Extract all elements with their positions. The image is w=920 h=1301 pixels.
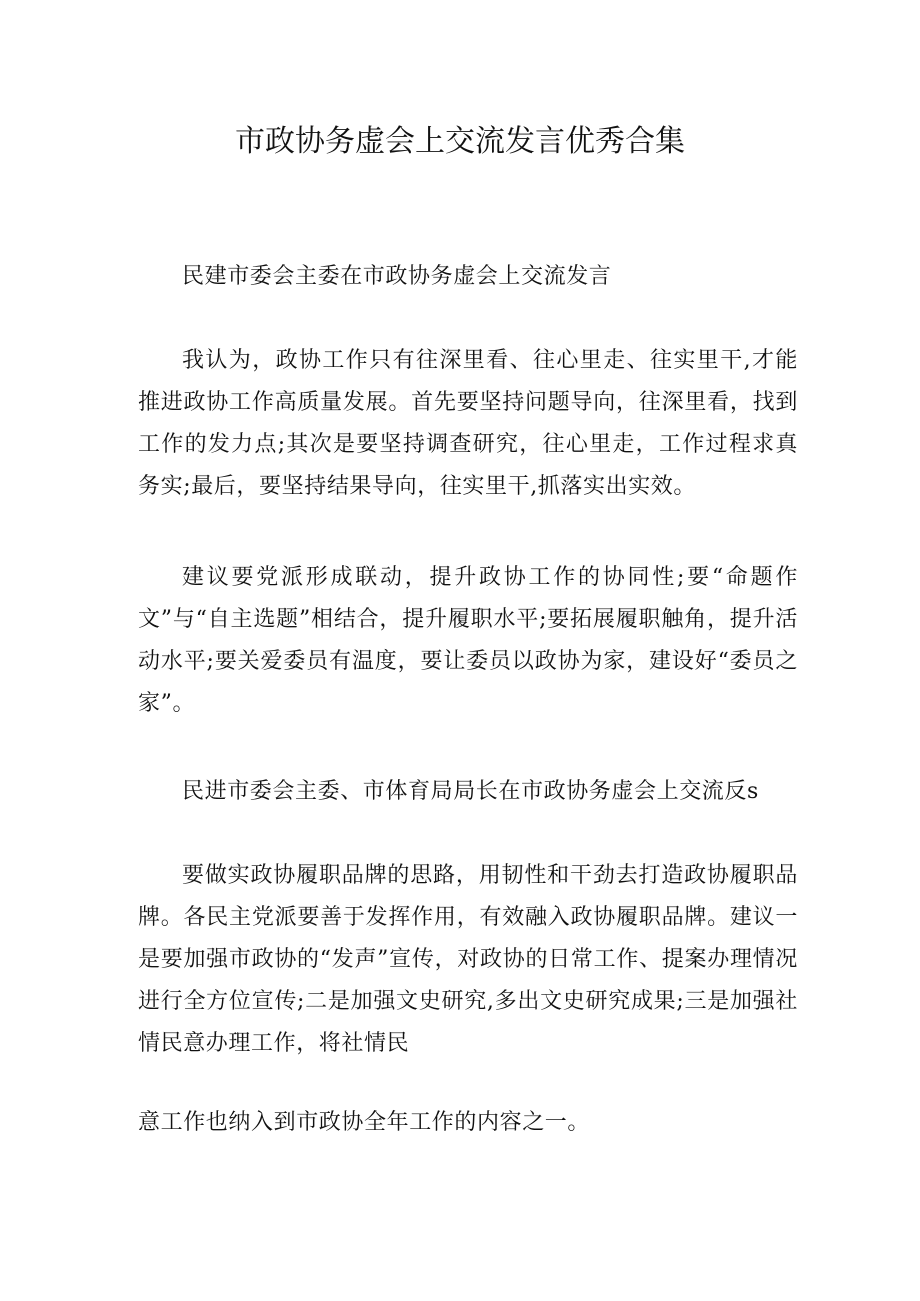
body-paragraph: 我认为，政协工作只有往深里看、往心里走、往实里干,才能推进政协工作高质量发展。首先要坚持问题导向，往深里看，找到工作的发力点;其次是要坚持调查研究，往心里走，工作过程求真务实;最后，要坚持结果导向，往实里干,抓落实出实效。 [138, 348, 798, 499]
section-heading-minjin: 民进市委会主委、市体育局局长在市政协务虚会上交流反s [182, 779, 759, 804]
body-paragraph-continuation: 意工作也纳入到市政协全年工作的内容之一。 [138, 1110, 591, 1135]
body-paragraph: 要做实政协履职品牌的思路，用韧性和干劲去打造政协履职品牌。各民主党派要善于发挥作用，有效融入政协履职品牌。建议一是要加强市政协的“发声”宣传，对政协的日常工作、提案办理情况进行全方位宣传;二是加强文史研究,多出文史研究成果;三是加强社情民意办理工作，将社情民 [138, 863, 798, 1056]
body-paragraph: 建议要党派形成联动，提升政协工作的协同性;要“命题作文”与“自主选题”相结合，提升履职水平;要拓展履职触角，提升活动水平;要关爱委员有温度，要让委员以政协为家，建设好“委员之家”。 [138, 565, 798, 716]
section-heading-minjian: 民建市委会主委在市政协务虚会上交流发言 [182, 264, 612, 289]
document-title: 市政协务虚会上交流发言优秀合集 [235, 124, 685, 159]
